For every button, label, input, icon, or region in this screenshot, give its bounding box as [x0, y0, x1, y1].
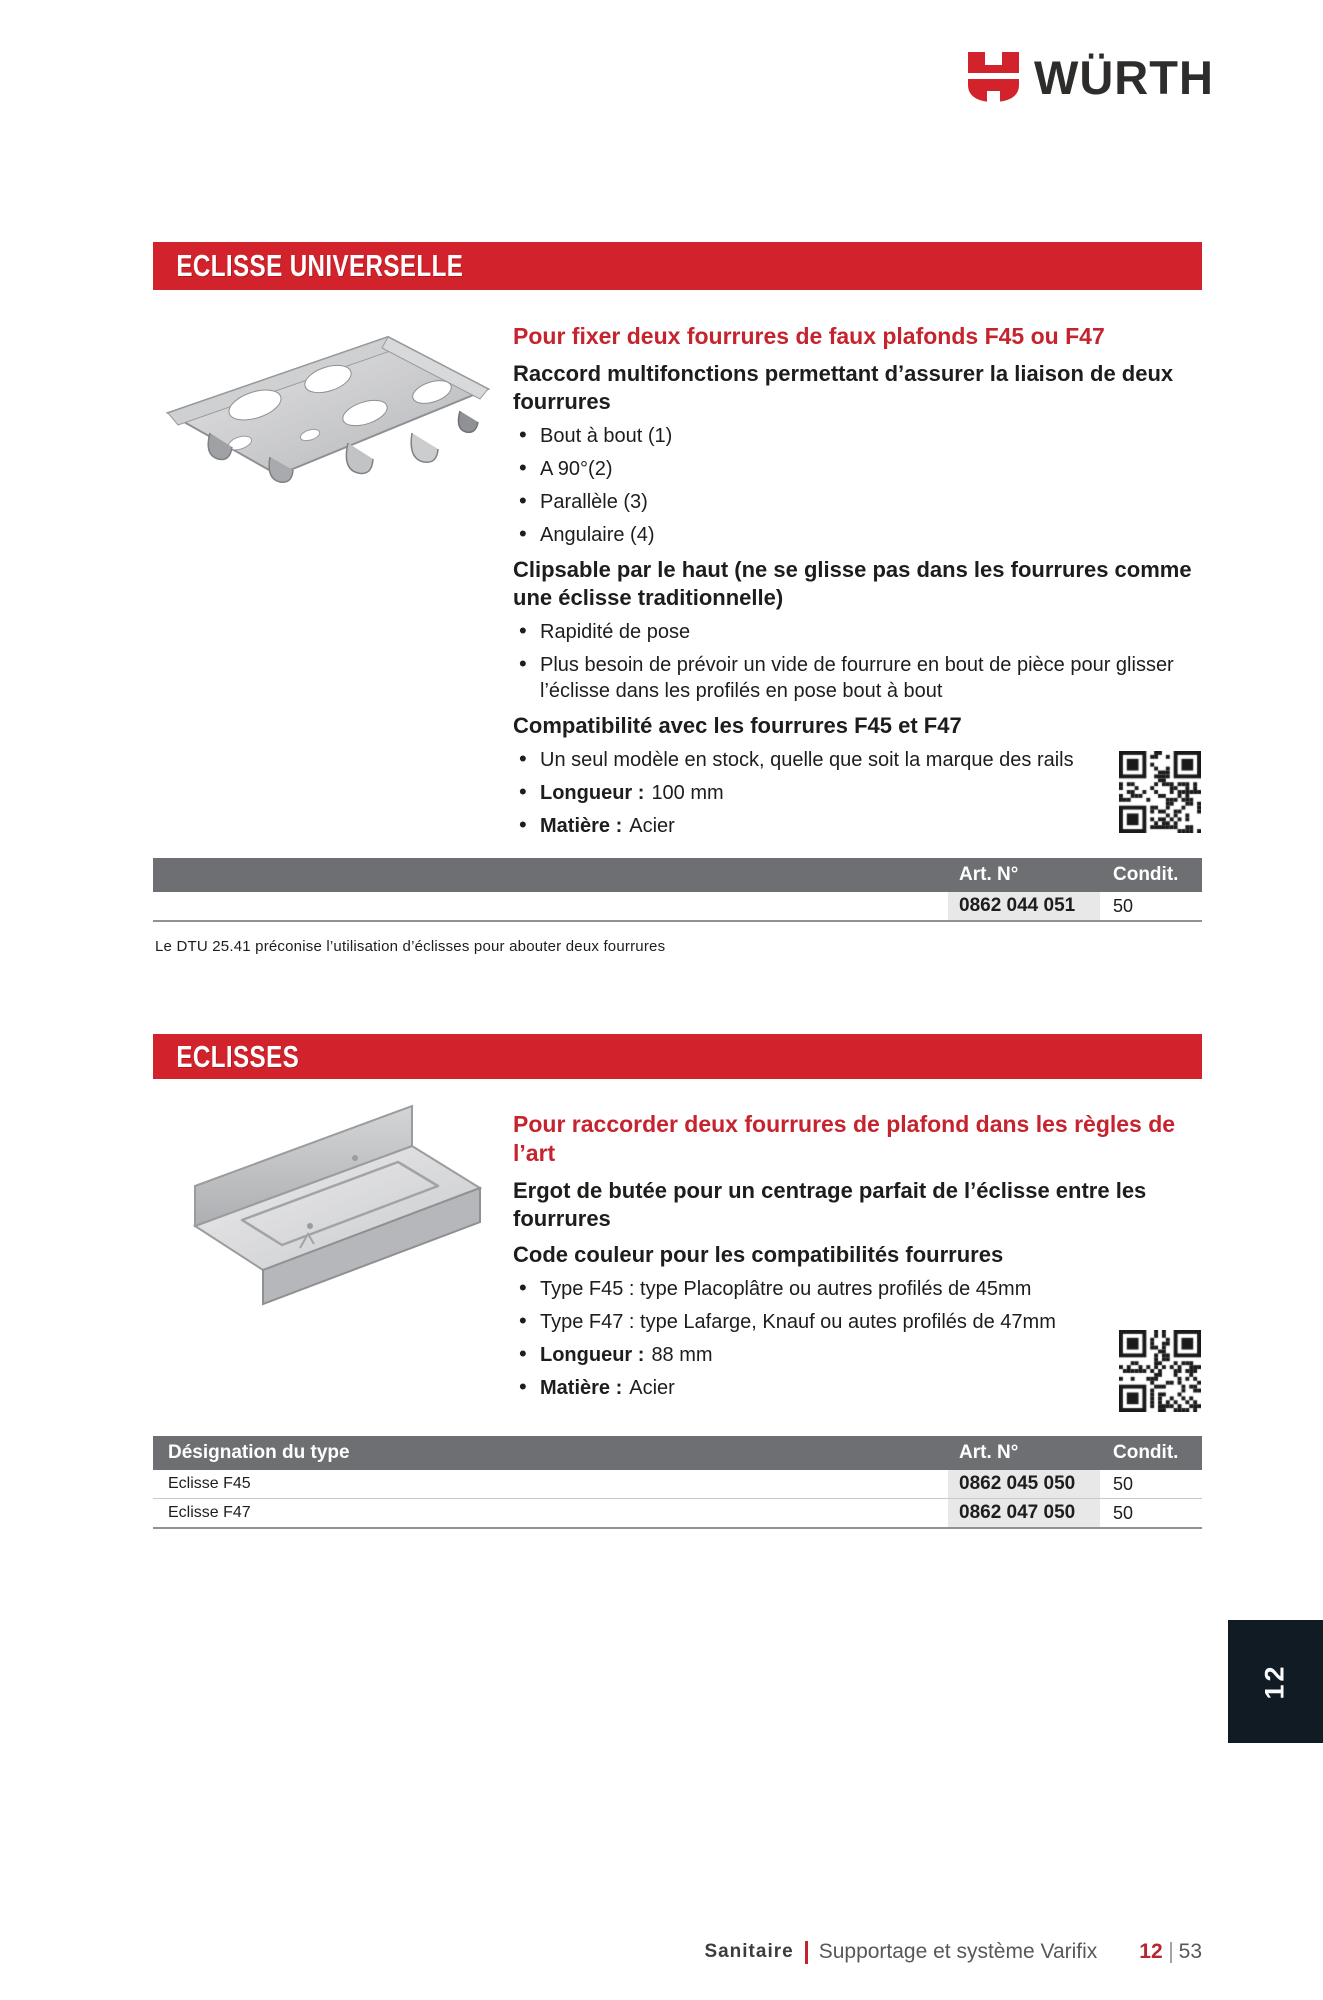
feature-heading: Ergot de butée pour un centrage parfait de l’éclisse entre les fourrures — [513, 1178, 1147, 1231]
wurth-emblem-icon — [968, 52, 1019, 102]
feature-bullet: • Plus besoin de prévoir un vide de fourrure en bout de pièce pour glisser l’éclisse dans les profilés en pose bout à bout — [513, 652, 1208, 704]
feature-bullet: • Un seul modèle en stock, quelle que soit la marque des rails — [513, 747, 1208, 773]
feature-bullet: • Rapidité de pose — [513, 619, 1208, 645]
spec-value: 88 mm — [651, 1344, 713, 1366]
section-banner-eclisse-universelle — [153, 242, 1202, 290]
page-footer — [704, 1940, 1202, 1964]
table-row — [153, 1499, 1202, 1529]
spec-value: 100 mm — [651, 782, 724, 804]
wurth-wordmark: WÜRTH — [1034, 51, 1214, 104]
feature-heading: Clipsable par le haut (ne se glisse pas dans les fourrures comme une éclisse traditionnelle) — [513, 557, 1192, 610]
feature-bullet: • Bout à bout (1) — [513, 423, 1208, 449]
cell-condit: 50 — [1113, 1502, 1134, 1523]
footer-section: Supportage et système Varifix — [818, 1940, 1098, 1963]
footer-red-divider — [805, 1941, 808, 1964]
section-banner-label: ECLISSES — [176, 1038, 300, 1074]
spec-label: Longueur : — [540, 782, 645, 804]
section-banner-label: ECLISSE UNIVERSELLE — [176, 248, 464, 283]
feature-bullet: • Type F45 : type Placoplâtre ou autres profilés de 45mm — [513, 1276, 1208, 1302]
qr-code — [1119, 751, 1201, 833]
header-cell-art-number: Art. N° — [959, 864, 1019, 885]
section-banner-eclisses — [153, 1034, 1202, 1079]
table-row — [153, 1470, 1202, 1499]
product-photo-eclisse — [150, 1098, 490, 1333]
cell-designation: Eclisse F45 — [168, 1475, 251, 1492]
chapter-tab — [1228, 1620, 1323, 1743]
feature-bullet: • Type F47 : type Lafarge, Knauf ou autes profilés de 47mm — [513, 1309, 1208, 1335]
cell-condit: 50 — [1113, 1473, 1134, 1494]
feature-bullet: • Angulaire (4) — [513, 522, 1208, 548]
cell-designation: Eclisse F47 — [168, 1504, 251, 1521]
feature-heading: Compatibilité avec les fourrures F45 et F47 — [513, 713, 962, 738]
spec-label: Longueur : — [540, 1344, 645, 1366]
cell-art-number: 0862 047 050 — [948, 1499, 1100, 1527]
feature-heading: Code couleur pour les compatibilités fourrures — [513, 1242, 1004, 1267]
table-row — [153, 892, 1202, 922]
feature-heading: Raccord multifonctions permettant d’assurer la liaison de deux fourrures — [513, 361, 1174, 414]
cell-art-number: 0862 044 051 — [948, 892, 1100, 920]
chapter-tab-number: 12 — [1259, 1663, 1290, 1700]
spec-label: Matière : — [540, 1377, 623, 1399]
wurth-logo — [968, 52, 1214, 104]
spec-label: Matière : — [540, 815, 623, 837]
spec-bullet — [513, 780, 1208, 806]
spec-value: Acier — [629, 815, 675, 837]
feature-bullet: • Parallèle (3) — [513, 489, 1208, 515]
footer-page-separator — [1170, 1942, 1172, 1963]
cell-condit: 50 — [1113, 895, 1134, 916]
footer-page-total: 53 — [1178, 1940, 1202, 1963]
qr-code — [1119, 1330, 1201, 1412]
cell-art-number: 0862 045 050 — [948, 1470, 1100, 1498]
article-table-1 — [153, 858, 1202, 922]
feature-bullet: • A 90°(2) — [513, 456, 1208, 482]
header-cell-condit: Condit. — [1113, 1442, 1179, 1463]
spec-bullet — [513, 813, 1208, 839]
spec-value: Acier — [629, 1377, 675, 1399]
dtu-note: Le DTU 25.41 préconise l’utilisation d’éclisses pour abouter deux fourrures — [155, 938, 666, 955]
article-table-2 — [153, 1436, 1202, 1529]
header-cell-condit: Condit. — [1113, 864, 1179, 885]
spec-bullet — [513, 1342, 1208, 1368]
product-description-1 — [513, 322, 1208, 846]
header-cell-art-number: Art. N° — [959, 1442, 1019, 1463]
footer-page-current: 12 — [1139, 1940, 1163, 1963]
table-header-row — [153, 858, 1202, 892]
product-description-2 — [513, 1110, 1208, 1408]
header-cell-designation: Désignation du type — [168, 1442, 350, 1463]
product-photo-eclisse-universelle — [150, 315, 500, 505]
red-subtitle: Pour raccorder deux fourrures de plafond dans les règles de l’art — [513, 1111, 1176, 1166]
red-subtitle: Pour fixer deux fourrures de faux plafonds F45 ou F47 — [513, 323, 1105, 349]
spec-bullet — [513, 1375, 1208, 1401]
footer-category: Sanitaire — [704, 1941, 794, 1962]
table-header-row — [153, 1436, 1202, 1470]
